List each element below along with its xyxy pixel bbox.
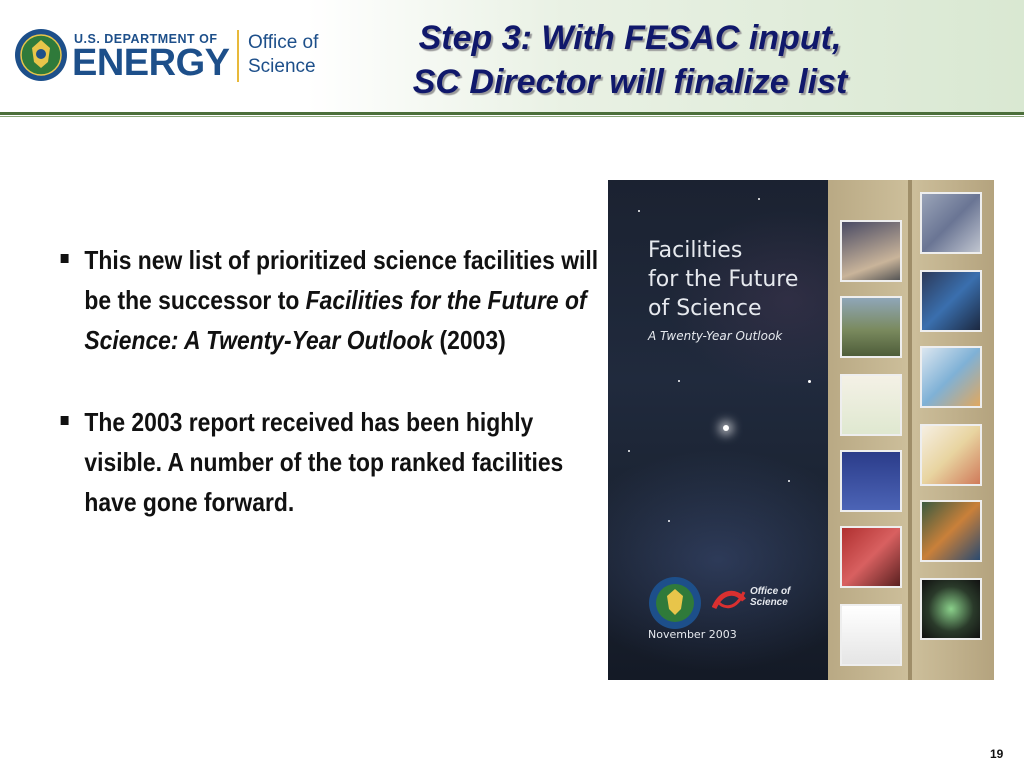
doe-seal-icon [14, 28, 68, 82]
cover-tile-people [840, 526, 902, 588]
cover-doe-seal-icon [648, 576, 702, 630]
cover-tile-schematic [840, 604, 902, 666]
star [628, 450, 630, 452]
cover-title: Facilities for the Future of Science [648, 238, 799, 321]
cover-tile-molecule [920, 346, 982, 408]
star [758, 198, 760, 200]
star [668, 520, 670, 522]
title-line2: SC Director will finalize list [412, 63, 848, 101]
cover-tile-galaxy [840, 220, 902, 282]
star [788, 480, 790, 482]
bullet-item: This new list of prioritized science facilities will be the successor to Facilities for the Future of Science: A Twenty-Year Outlook (2003) [58, 240, 599, 360]
bullet-list [58, 240, 599, 564]
report-title-italic: Facilities for the Future of Science: A Twenty-Year Outlook [84, 285, 587, 355]
office-of-science-label [248, 31, 318, 79]
office-line1: Office of [248, 32, 319, 53]
cover-date: November 2003 [648, 628, 737, 641]
cover-tile-reactor [920, 192, 982, 254]
header-rule [0, 112, 1024, 115]
cover-tile-accelerator [840, 450, 902, 512]
cover-tile-collage [920, 500, 982, 562]
star [808, 380, 811, 383]
office-line2: Science [248, 56, 316, 77]
office-of-science-logo-icon [712, 586, 746, 612]
bullet-item: The 2003 report received has been highly visible. A number of the top ranked facilities have gone forward. [58, 402, 599, 522]
header-rule-thin [0, 116, 1024, 117]
title-line1: Step 3: With FESAC input, [418, 19, 842, 57]
star [678, 380, 680, 382]
star [638, 210, 640, 212]
cover-tile-plasma [920, 270, 982, 332]
energy-wordmark: ENERGY [72, 42, 230, 84]
department-label: U.S. DEPARTMENT OF [74, 32, 218, 46]
cover-tile-landscape [840, 296, 902, 358]
page-number: 19 [990, 747, 1004, 761]
star [723, 425, 729, 431]
cover-tile-crystal [920, 578, 982, 640]
cover-tile-protein [920, 424, 982, 486]
cover-subtitle: A Twenty-Year Outlook [648, 329, 783, 343]
cover-tile-diagram [840, 374, 902, 436]
logo-divider [237, 30, 239, 82]
report-cover-image: Facilities for the Future of Science A Twenty-Year Outlook Office of Science November 2003 [608, 180, 994, 680]
slide-title [360, 16, 900, 104]
cover-strip-divider [908, 180, 912, 680]
